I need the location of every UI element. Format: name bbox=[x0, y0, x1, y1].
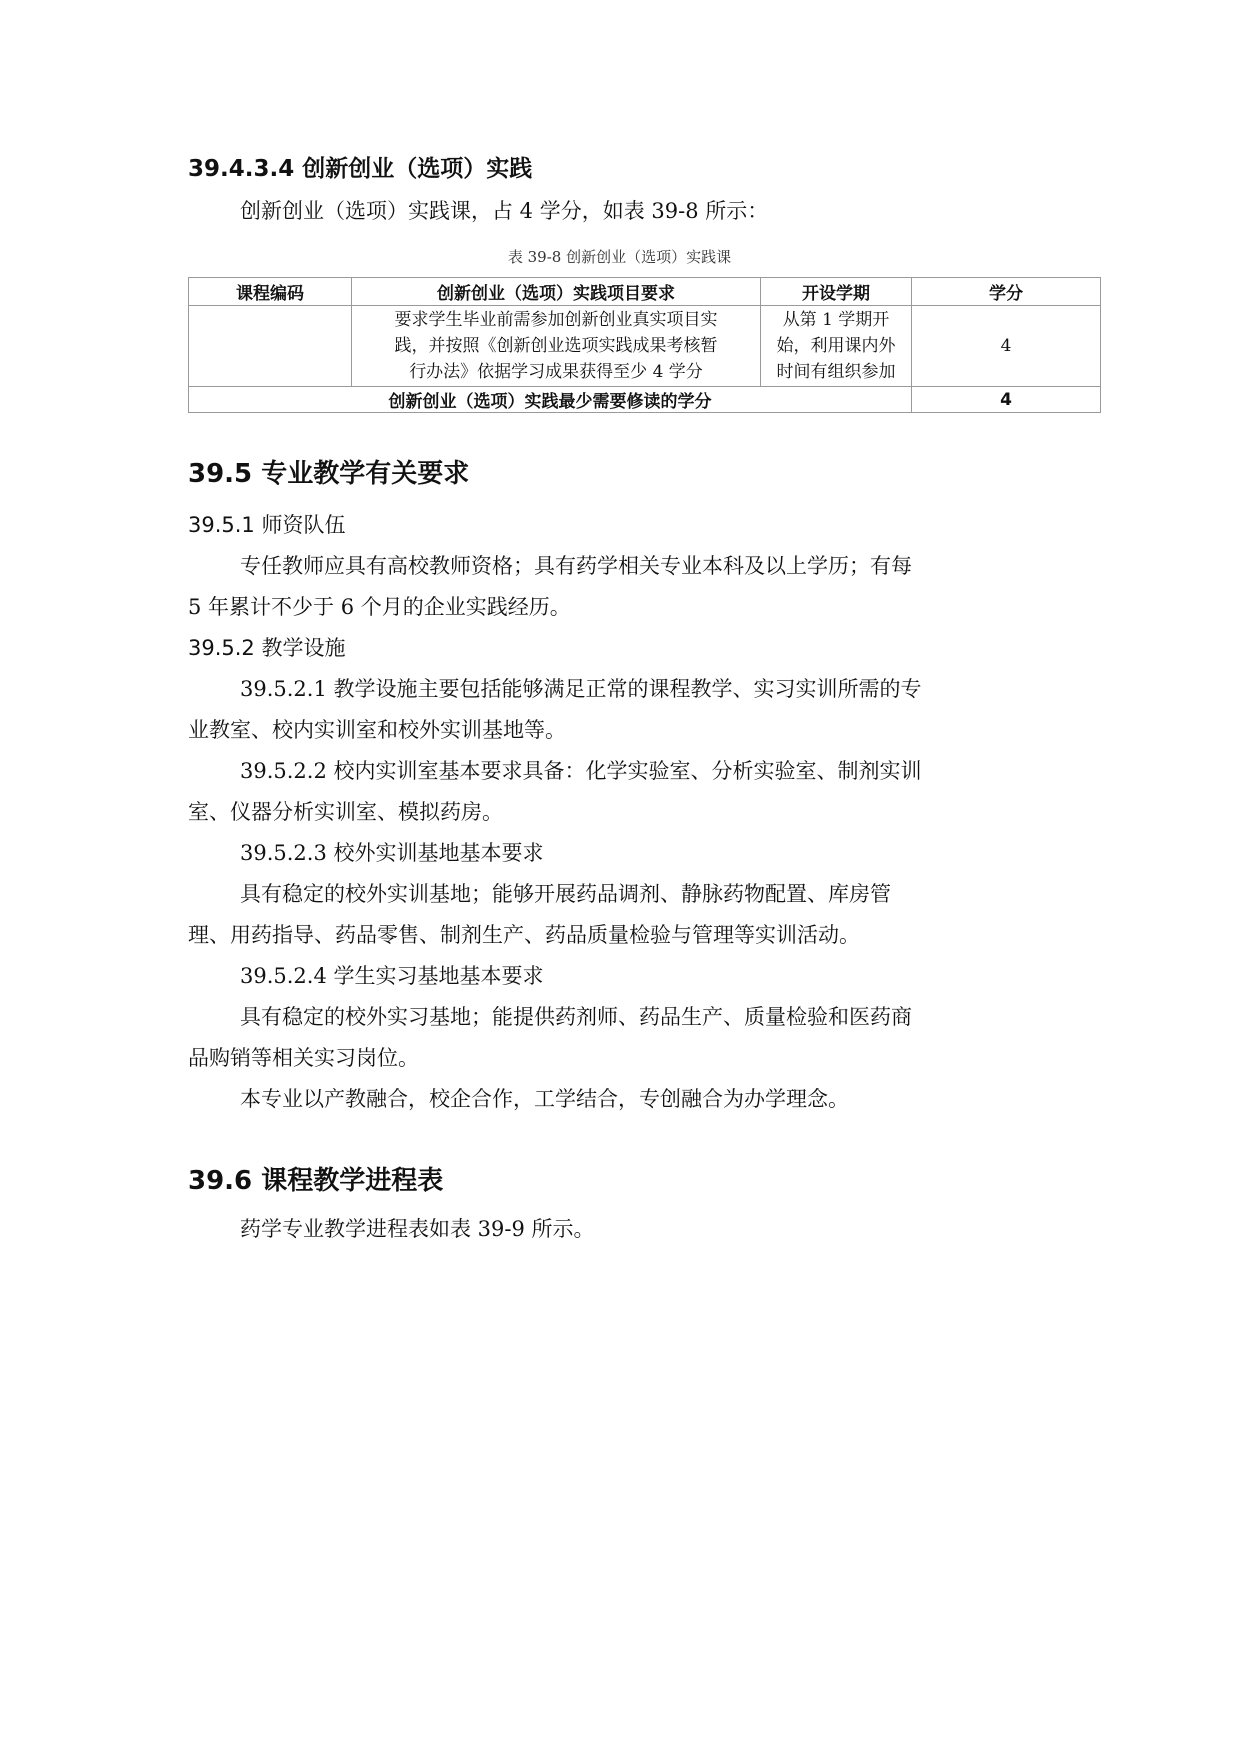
paragraph-line: 39.5.2.1 教学设施主要包括能够满足正常的课程教学、实习实训所需的专 bbox=[240, 677, 922, 701]
cell-course-code bbox=[189, 306, 352, 387]
paragraph-line: 39.5.2.2 校内实训室基本要求具备：化学实验室、分析实验室、制剂实训 bbox=[240, 759, 922, 783]
heading-39-4-3-4: 39.4.3.4 创新创业（选项）实践 bbox=[188, 156, 533, 182]
term-line: 时间有组织参加 bbox=[776, 362, 896, 382]
header-course-code: 课程编码 bbox=[189, 278, 352, 306]
requirement-line: 践，并按照《创新创业选项实践成果考核暂 bbox=[394, 336, 718, 356]
table-row bbox=[189, 306, 1101, 387]
table-footer-row bbox=[189, 387, 1101, 413]
paragraph-line: 本专业以产教融合，校企合作，工学结合，专创融合为办学理念。 bbox=[240, 1087, 849, 1111]
footer-label: 创新创业（选项）实践最少需要修读的学分 bbox=[189, 387, 912, 413]
paragraph-line: 39.5.2.3 校外实训基地基本要求 bbox=[240, 841, 544, 865]
requirement-line: 要求学生毕业前需参加创新创业真实项目实 bbox=[394, 310, 718, 330]
footer-credit: 4 bbox=[912, 387, 1101, 413]
section-title-39-5: 39.5 专业教学有关要求 bbox=[188, 459, 470, 489]
paragraph-line: 具有稳定的校外实习基地；能提供药剂师、药品生产、质量检验和医药商 bbox=[240, 1005, 912, 1029]
paragraph-line: 品购销等相关实习岗位。 bbox=[188, 1046, 419, 1070]
paragraph-line: 药学专业教学进程表如表 39-9 所示。 bbox=[240, 1217, 595, 1241]
subsection-39-5-1: 39.5.1 师资队伍 bbox=[188, 513, 346, 537]
subsection-39-5-2: 39.5.2 教学设施 bbox=[188, 636, 346, 660]
paragraph-line: 业教室、校内实训室和校外实训基地等。 bbox=[188, 718, 566, 742]
paragraph-line: 室、仪器分析实训室、模拟药房。 bbox=[188, 800, 503, 824]
practice-table bbox=[188, 277, 1101, 413]
table-caption: 表 39-8 创新创业（选项）实践课 bbox=[507, 248, 732, 266]
term-line: 始，利用课内外 bbox=[776, 336, 896, 356]
header-requirement: 创新创业（选项）实践项目要求 bbox=[352, 278, 761, 306]
header-term: 开设学期 bbox=[761, 278, 912, 306]
table-header-row bbox=[189, 278, 1101, 306]
paragraph-line: 5 年累计不少于 6 个月的企业实践经历。 bbox=[188, 595, 571, 619]
cell-requirement bbox=[352, 306, 761, 387]
paragraph-line: 39.5.2.4 学生实习基地基本要求 bbox=[240, 964, 544, 988]
paragraph-line: 理、用药指导、药品零售、制剂生产、药品质量检验与管理等实训活动。 bbox=[188, 923, 860, 947]
paragraph-line: 具有稳定的校外实训基地；能够开展药品调剂、静脉药物配置、库房管 bbox=[240, 882, 891, 906]
requirement-line: 行办法》依据学习成果获得至少 4 学分 bbox=[409, 362, 703, 382]
cell-credit: 4 bbox=[912, 306, 1101, 387]
paragraph-line: 专任教师应具有高校教师资格；具有药学相关专业本科及以上学历；有每 bbox=[240, 554, 912, 578]
intro-paragraph: 创新创业（选项）实践课，占 4 学分，如表 39-8 所示： bbox=[240, 199, 769, 223]
section-title-39-6: 39.6 课程教学进程表 bbox=[188, 1166, 444, 1196]
cell-term bbox=[761, 306, 912, 387]
header-credit: 学分 bbox=[912, 278, 1101, 306]
term-line: 从第 1 学期开 bbox=[782, 310, 890, 330]
